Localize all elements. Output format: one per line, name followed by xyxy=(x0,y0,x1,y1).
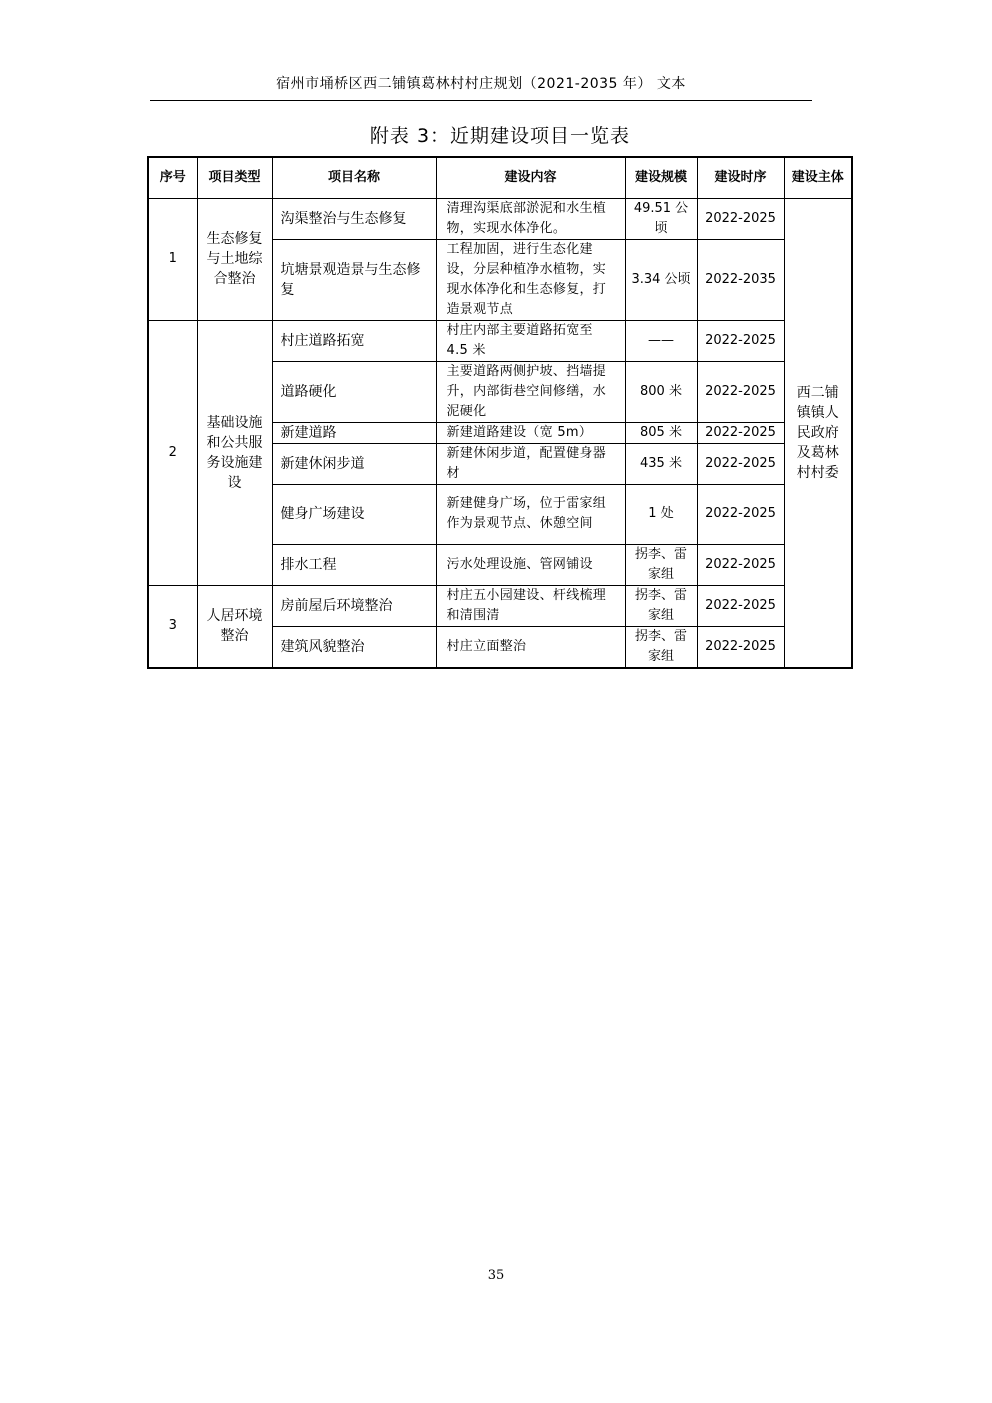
group-seq: 1 xyxy=(148,198,197,320)
project-scale: 435 米 xyxy=(625,443,697,484)
project-period: 2022-2025 xyxy=(697,626,784,668)
project-period: 2022-2025 xyxy=(697,585,784,626)
project-name: 排水工程 xyxy=(272,544,436,585)
project-content: 污水处理设施、管网铺设 xyxy=(436,544,625,585)
group-type: 人居环境整治 xyxy=(197,585,272,668)
group-type: 基础设施和公共服务设施建设 xyxy=(197,320,272,585)
group-seq: 2 xyxy=(148,320,197,585)
project-name: 新建道路 xyxy=(272,422,436,443)
col-header-seq: 序号 xyxy=(148,157,197,198)
project-name: 新建休闲步道 xyxy=(272,443,436,484)
col-header-content: 建设内容 xyxy=(436,157,625,198)
table-header-row xyxy=(148,157,852,198)
table-title: 附表 3：近期建设项目一览表 xyxy=(369,125,631,147)
project-period: 2022-2025 xyxy=(697,320,784,361)
project-scale: 拐李、雷家组 xyxy=(625,585,697,626)
col-header-type: 项目类型 xyxy=(197,157,272,198)
project-period: 2022-2025 xyxy=(697,422,784,443)
project-name: 建筑风貌整治 xyxy=(272,626,436,668)
project-period: 2022-2035 xyxy=(697,239,784,320)
project-content: 村庄内部主要道路拓宽至 4.5 米 xyxy=(436,320,625,361)
group-seq: 3 xyxy=(148,585,197,668)
project-content: 新建休闲步道，配置健身器材 xyxy=(436,443,625,484)
project-scale: 拐李、雷家组 xyxy=(625,544,697,585)
table-row xyxy=(148,320,852,361)
project-scale: —— xyxy=(625,320,697,361)
project-scale: 3.34 公顷 xyxy=(625,239,697,320)
col-header-name: 项目名称 xyxy=(272,157,436,198)
col-header-period: 建设时序 xyxy=(697,157,784,198)
project-name: 道路硬化 xyxy=(272,361,436,422)
project-period: 2022-2025 xyxy=(697,198,784,239)
group-type: 生态修复与土地综合整治 xyxy=(197,198,272,320)
project-scale: 拐李、雷家组 xyxy=(625,626,697,668)
project-name: 房前屋后环境整治 xyxy=(272,585,436,626)
projects-table xyxy=(147,156,853,669)
project-period: 2022-2025 xyxy=(697,544,784,585)
project-content: 新建健身广场，位于雷家组作为景观节点、休憩空间 xyxy=(436,484,625,544)
header-rule xyxy=(150,100,812,101)
construction-entity: 西二铺镇镇人民政府及葛林村村委 xyxy=(784,198,852,668)
project-name: 坑塘景观造景与生态修复 xyxy=(272,239,436,320)
project-scale: 800 米 xyxy=(625,361,697,422)
running-header: 宿州市埇桥区西二铺镇葛林村村庄规划（2021-2035 年） 文本 xyxy=(276,76,686,92)
page-number: 35 xyxy=(487,1268,505,1283)
table-row xyxy=(148,198,852,239)
project-content: 主要道路两侧护坡、挡墙提升，内部街巷空间修缮，水泥硬化 xyxy=(436,361,625,422)
project-content: 村庄立面整治 xyxy=(436,626,625,668)
col-header-scale: 建设规模 xyxy=(625,157,697,198)
project-period: 2022-2025 xyxy=(697,484,784,544)
project-content: 新建道路建设（宽 5m） xyxy=(436,422,625,443)
project-name: 健身广场建设 xyxy=(272,484,436,544)
project-content: 工程加固，进行生态化建设，分层种植净水植物，实现水体净化和生态修复，打造景观节点 xyxy=(436,239,625,320)
project-scale: 805 米 xyxy=(625,422,697,443)
project-name: 村庄道路拓宽 xyxy=(272,320,436,361)
table-row xyxy=(148,585,852,626)
project-scale: 1 处 xyxy=(625,484,697,544)
project-scale: 49.51 公顷 xyxy=(625,198,697,239)
project-period: 2022-2025 xyxy=(697,361,784,422)
project-content: 清理沟渠底部淤泥和水生植物，实现水体净化。 xyxy=(436,198,625,239)
project-name: 沟渠整治与生态修复 xyxy=(272,198,436,239)
col-header-entity: 建设主体 xyxy=(784,157,852,198)
project-content: 村庄五小园建设、杆线梳理和清围清 xyxy=(436,585,625,626)
project-period: 2022-2025 xyxy=(697,443,784,484)
